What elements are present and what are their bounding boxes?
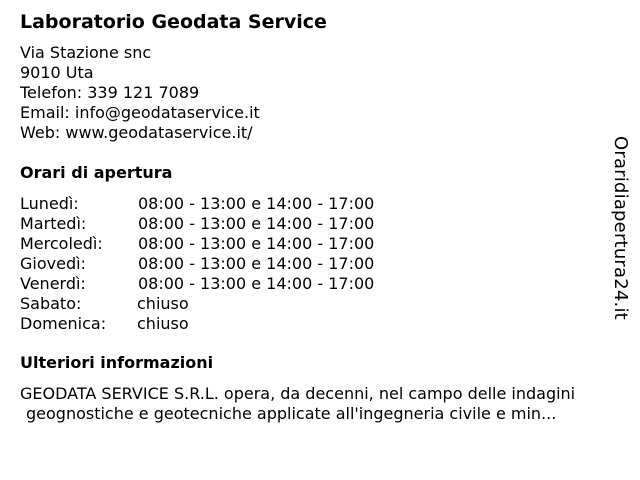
day-label: Mercoledì: <box>20 234 103 253</box>
more-info-heading: Ulteriori informazioni <box>20 353 214 372</box>
hours-value: 08:00 - 13:00 e 14:00 - 17:00 <box>138 234 375 253</box>
hours-value: chiuso <box>137 294 189 313</box>
street-address: Via Stazione snc <box>20 43 152 62</box>
day-label: Martedì: <box>20 214 87 233</box>
hours-value: 08:00 - 13:00 e 14:00 - 17:00 <box>138 194 375 213</box>
business-description <box>20 384 635 424</box>
city-line: 9010 Uta <box>20 63 94 82</box>
site-watermark: Oraridiapertura24.it <box>610 136 631 320</box>
description-line: GEODATA SERVICE S.R.L. opera, da decenni, nel campo delle indagini <box>20 384 576 403</box>
business-name: Laboratorio Geodata Service <box>20 11 327 33</box>
hours-value: chiuso <box>137 314 189 333</box>
hours-value: 08:00 - 13:00 e 14:00 - 17:00 <box>138 254 375 273</box>
opening-hours-heading: Orari di apertura <box>20 163 173 182</box>
day-label: Giovedì: <box>20 254 86 273</box>
day-label: Lunedì: <box>20 194 79 213</box>
web-line: Web: www.geodataservice.it/ <box>20 123 253 142</box>
day-label: Domenica: <box>20 314 107 333</box>
description-line: geognostiche e geotecniche applicate all'ingegneria civile e min... <box>26 404 557 423</box>
phone-line: Telefon: 339 121 7089 <box>20 83 200 102</box>
email-line: Email: info@geodataservice.it <box>20 103 260 122</box>
contact-block <box>20 43 260 143</box>
day-label: Venerdì: <box>20 274 86 293</box>
hours-value: 08:00 - 13:00 e 14:00 - 17:00 <box>138 214 375 233</box>
hours-value: 08:00 - 13:00 e 14:00 - 17:00 <box>138 274 375 293</box>
day-label: Sabato: <box>20 294 82 313</box>
